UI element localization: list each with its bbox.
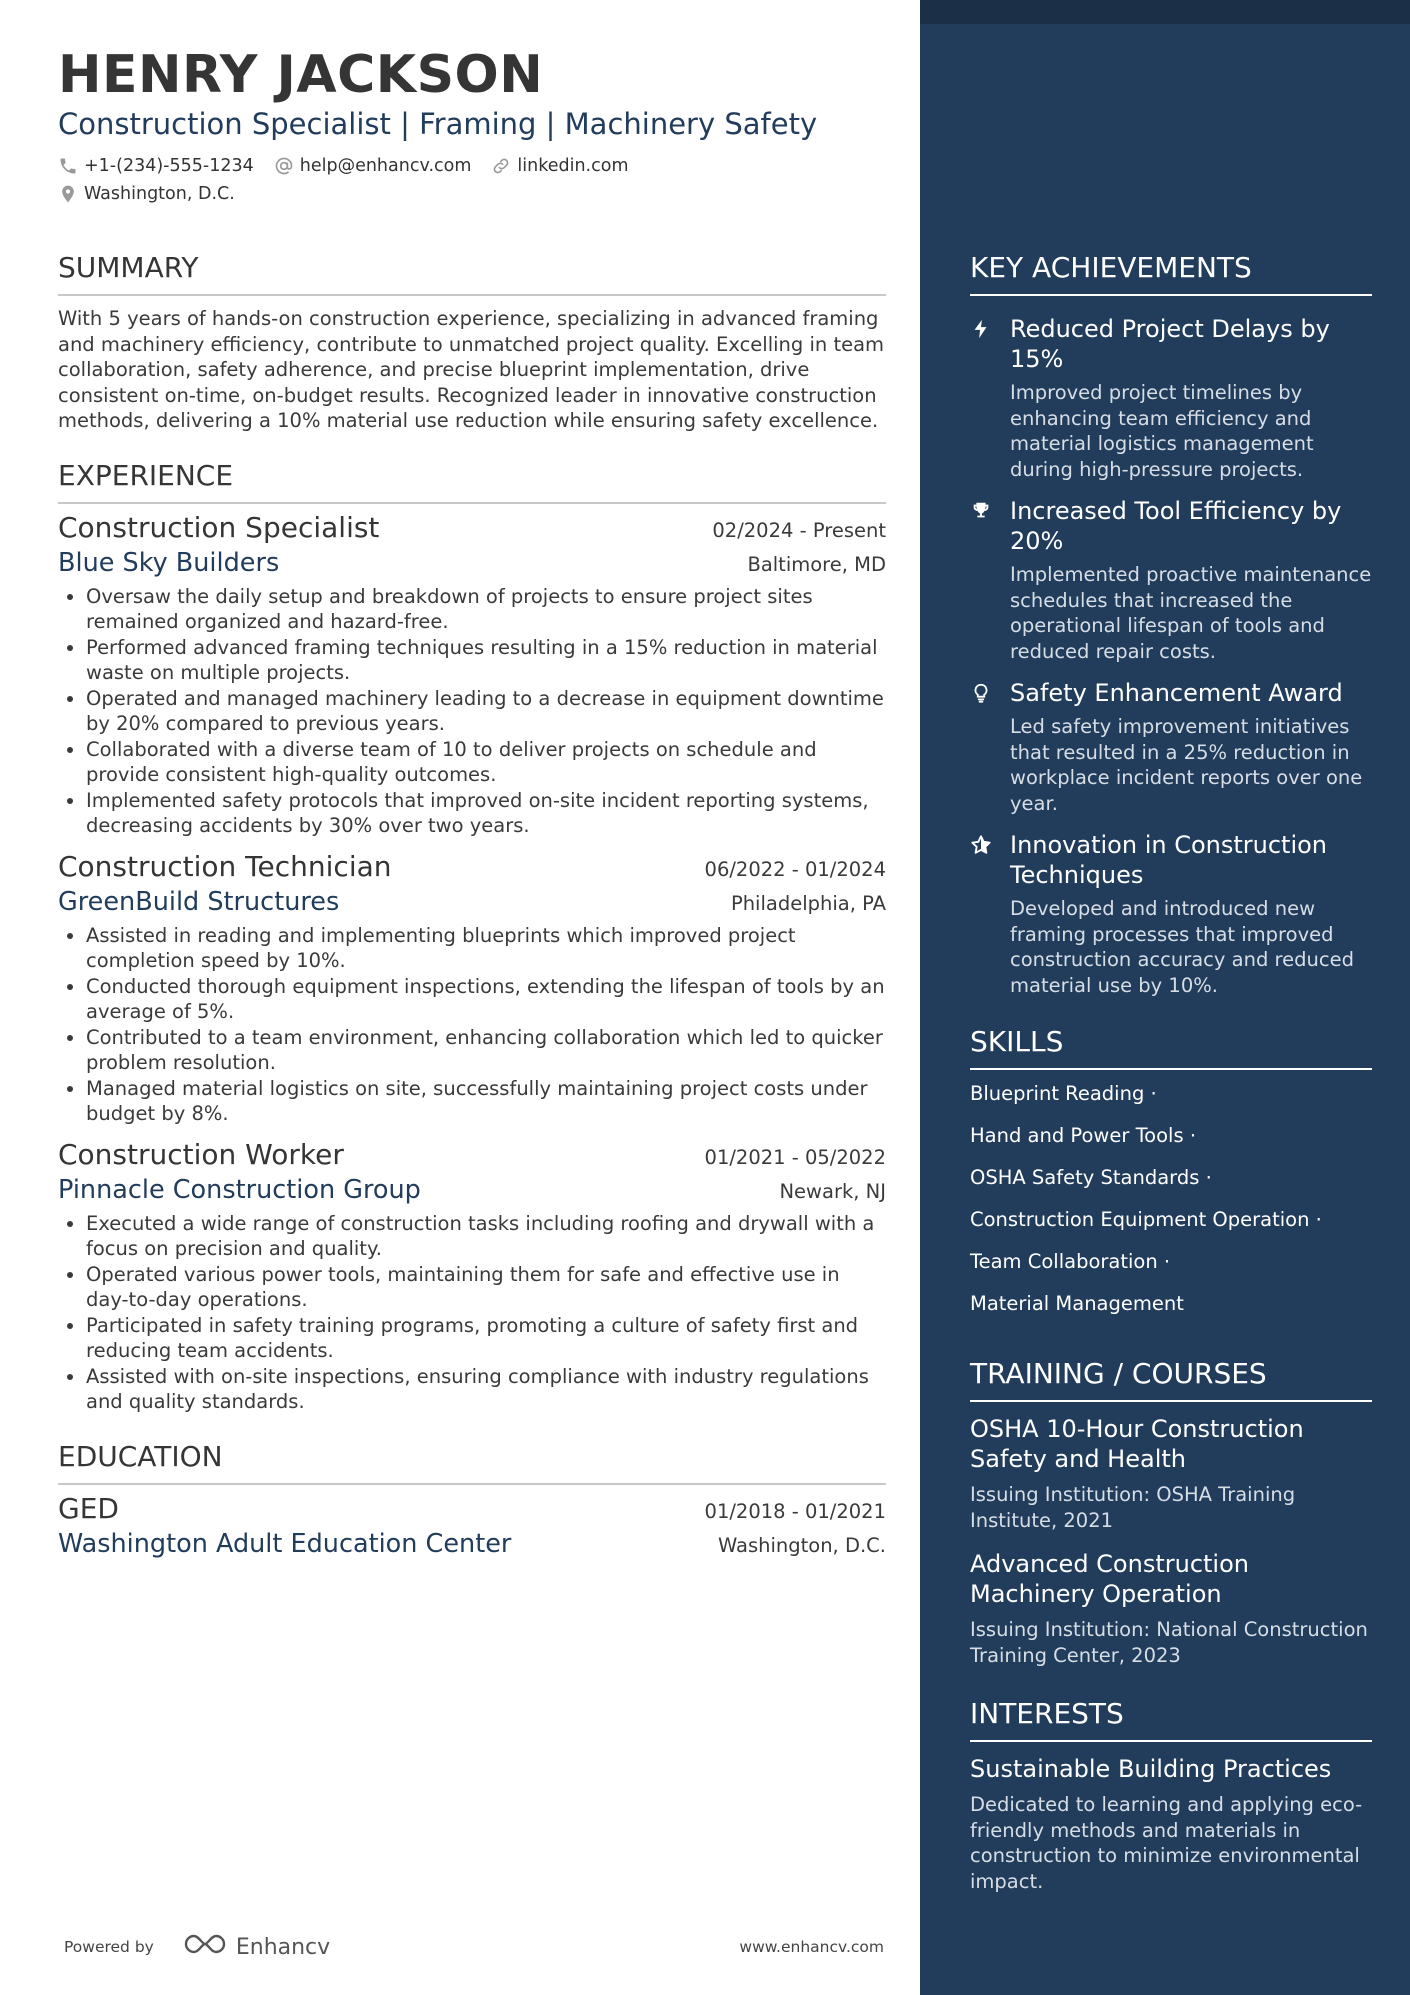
bullet-item: • Assisted in reading and implementing blueprints which improved project completion speed by 10%. [86,923,886,974]
brand-name: Enhancv [235,1934,331,1960]
company-name: Pinnacle Construction Group [58,1174,421,1205]
linkedin-contact [491,156,628,176]
job-dates: 06/2022 - 01/2024 [704,857,886,881]
linkedin-link[interactable]: linkedin.com [517,156,629,176]
phone-icon [58,156,78,176]
at-sign-icon [274,156,294,176]
education-section [58,1439,886,1561]
achievement-body [998,314,1372,482]
school-row [58,1527,886,1561]
bullet-item: • Executed a wide range of construction tasks including roofing and drywall with a focus on precision and quality. [86,1211,886,1262]
skill-item: Construction Equipment Operation · [970,1208,1322,1231]
bullet-item: • Operated various power tools, maintaining them for safe and effective use in day-to-day operations. [86,1262,886,1313]
job-title: Construction Technician [58,849,392,883]
achievement-item [970,678,1372,816]
interest-desc: Dedicated to learning and applying eco-friendly methods and materials in construction to minimize environmental impact. [970,1793,1363,1893]
job-dates: 02/2024 - Present [712,518,886,542]
sidebar-content [970,250,1372,1894]
company-row [58,885,886,919]
education-heading: EDUCATION [58,1439,886,1485]
achievement-item [970,314,1372,482]
achievement-desc: Led safety improvement initiatives that resulted in a 25% reduction in workplace incident reports over one year. [1010,715,1363,815]
email-address[interactable]: help@enhancv.com [299,156,472,176]
phone-contact [58,156,254,176]
job-bullets [58,1211,886,1415]
bullet-item: • Managed material logistics on site, successfully maintaining project costs under budget by 8%. [86,1076,886,1127]
interest-title: Sustainable Building Practices [970,1755,1332,1783]
job-header [58,510,886,546]
job-dates: 01/2021 - 05/2022 [704,1145,886,1169]
powered-by-label: Powered by [64,1938,154,1956]
skill-item: Blueprint Reading · [970,1082,1157,1105]
enhancv-logo[interactable] [182,1932,330,1962]
location-row [58,184,886,204]
location-contact [58,184,235,204]
website-link[interactable]: www.enhancv.com [739,1938,884,1956]
company-name: GreenBuild Structures [58,886,340,917]
sidebar-top-band [920,0,1410,24]
job-location: Philadelphia, PA [730,891,886,915]
location-pin-icon [58,184,78,204]
training-section [970,1356,1372,1668]
achievement-body [998,678,1372,816]
bullet-item: • Implemented safety protocols that improved on-site incident reporting systems, decreasing accidents by 30% over two years. [86,788,886,839]
skills-heading: SKILLS [970,1024,1372,1070]
bullet-item: • Oversaw the daily setup and breakdown of projects to ensure project sites remained organized and hazard-free. [86,584,886,635]
course-desc: Issuing Institution: OSHA Training Institute, 2021 [970,1483,1296,1532]
job-header [58,849,886,885]
achievement-body [998,830,1372,998]
job-entry [58,510,886,839]
experience-section [58,458,886,1415]
sidebar-column [920,0,1410,1995]
achievement-item [970,830,1372,998]
achievement-desc: Improved project timelines by enhancing team efficiency and material logistics management during high-pressure projects. [1010,381,1314,481]
achievement-desc: Implemented proactive maintenance schedules that increased the operational lifespan of tools and reduced repair costs. [1010,563,1372,663]
infinity-icon [182,1932,228,1962]
bullet-item: • Performed advanced framing techniques resulting in a 15% reduction in material waste on multiple projects. [86,635,886,686]
email-contact [274,156,472,176]
location-text: Washington, D.C. [84,184,235,204]
achievement-desc: Developed and introduced new framing processes that improved construction accuracy and reduced material use by 10%. [1010,897,1354,997]
phone-number[interactable]: +1-(234)-555-1234 [84,156,254,176]
education-header [58,1491,886,1527]
candidate-headline: Construction Specialist | Framing | Machinery Safety [58,107,818,141]
achievement-item [970,496,1372,664]
main-content [58,44,886,1561]
bullet-item: • Operated and managed machinery leading to a decrease in equipment downtime by 20% compared to previous years. [86,686,886,737]
course-item [970,1414,1372,1533]
achievement-title: Reduced Project Delays by 15% [1010,315,1330,373]
job-location: Newark, NJ [779,1179,886,1203]
summary-heading: SUMMARY [58,250,886,296]
summary-section [58,250,886,434]
interests-heading: INTERESTS [970,1696,1372,1742]
skill-item: OSHA Safety Standards · [970,1166,1212,1189]
company-name: Blue Sky Builders [58,547,280,578]
bullet-item: • Participated in safety training programs, promoting a culture of safety first and reducing team accidents. [86,1313,886,1364]
achievement-title: Innovation in Construction Techniques [1010,831,1328,889]
job-title: Construction Specialist [58,510,380,544]
job-entry [58,1137,886,1415]
company-row [58,546,886,580]
footer [64,1932,884,1962]
bullet-item: • Contributed to a team environment, enhancing collaboration which led to quicker problem resolution. [86,1025,886,1076]
powered-by [64,1932,330,1962]
bullet-item: • Conducted thorough equipment inspections, extending the lifespan of tools by an average of 5%. [86,974,886,1025]
experience-heading: EXPERIENCE [58,458,886,504]
interests-section [970,1696,1372,1894]
school-name: Washington Adult Education Center [58,1528,512,1559]
achievement-body [998,496,1372,664]
achievement-title: Increased Tool Efficiency by 20% [1010,497,1342,555]
school-location: Washington, D.C. [717,1533,886,1557]
course-title: OSHA 10-Hour Construction Safety and Health [970,1415,1304,1473]
summary-text: With 5 years of hands-on construction experience, specializing in advanced framing and machinery efficiency, contribute to unmatched project quality. Excelling in team collaboration, safety adherence, and precise blueprint implementation, drive consistent on-time, on-budget results. Recognized leader in innovative construction methods, delivering a 10% material use reduction while ensuring safety excellence. [58,307,885,432]
candidate-name: HENRY JACKSON [58,45,544,105]
job-bullets [58,923,886,1127]
contact-row [58,156,886,176]
job-entry [58,849,886,1127]
bullet-item: • Collaborated with a diverse team of 10 to deliver projects on schedule and provide consistent high-quality outcomes. [86,737,886,788]
job-header [58,1137,886,1173]
skill-item: Hand and Power Tools · [970,1124,1197,1147]
lightbulb-icon [970,678,998,816]
skill-item: Team Collaboration · [970,1250,1171,1273]
job-title: Construction Worker [58,1137,344,1171]
education-dates: 01/2018 - 01/2021 [704,1499,886,1523]
achievement-title: Safety Enhancement Award [1010,679,1343,707]
bullet-item: • Assisted with on-site inspections, ensuring compliance with industry regulations and quality standards. [86,1364,886,1415]
course-item [970,1549,1372,1668]
achievements-heading: KEY ACHIEVEMENTS [970,250,1372,296]
course-title: Advanced Construction Machinery Operation [970,1550,1249,1608]
lightning-icon [970,314,998,482]
degree: GED [58,1491,119,1525]
training-heading: TRAINING / COURSES [970,1356,1372,1402]
course-desc: Issuing Institution: National Construction Training Center, 2023 [970,1618,1368,1667]
skill-item: Material Management [970,1292,1184,1315]
skills-section [970,1024,1372,1316]
link-icon [491,156,511,176]
job-bullets [58,584,886,839]
star-icon [970,830,998,998]
job-location: Baltimore, MD [747,552,886,576]
trophy-icon [970,496,998,664]
company-row [58,1173,886,1207]
